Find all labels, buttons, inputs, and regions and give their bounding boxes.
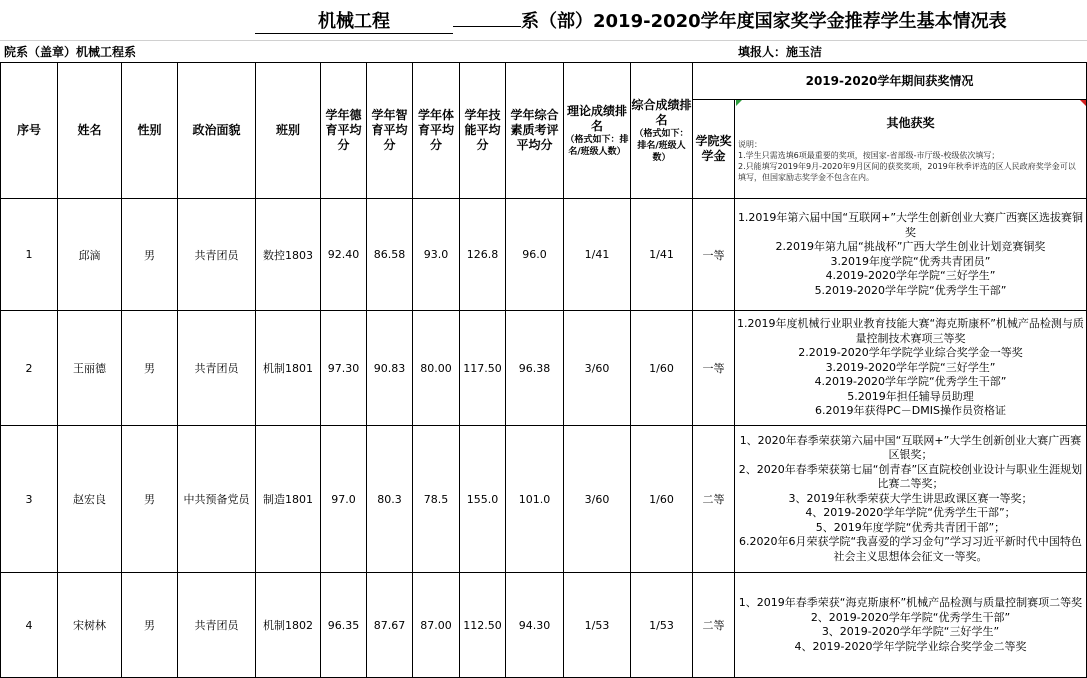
cell-intel: 90.83 <box>367 311 413 426</box>
award-item: 1、2020年春季荣获第六届中国“互联网+”大学生创新创业大赛广西赛区银奖； <box>739 433 1082 462</box>
filler-label: 填报人：施玉洁 <box>738 45 823 59</box>
cell-scholarship: 二等 <box>693 426 735 573</box>
scholarship-table <box>0 62 1087 678</box>
title-dept-fill: 机械工程 <box>255 11 453 34</box>
cell-politics: 共青团员 <box>178 311 256 426</box>
cell-scholarship: 一等 <box>693 199 735 311</box>
cell-name: 邱滴 <box>58 199 122 311</box>
cell-gender: 男 <box>122 426 178 573</box>
cell-physical: 80.00 <box>413 311 460 426</box>
header-theory-rank <box>564 63 631 199</box>
cell-overall-rank: 1/60 <box>631 311 693 426</box>
cell-moral: 92.40 <box>321 199 367 311</box>
cell-theory-rank: 3/60 <box>564 311 631 426</box>
award-item: 6.2020年6月荣获学院“我喜爱的学习金句”学习习近平新时代中国特色社会主义思想体会征文一等奖。 <box>739 535 1082 563</box>
header-name: 姓名 <box>58 63 122 199</box>
cell-skill: 126.8 <box>460 199 506 311</box>
cell-politics: 共青团员 <box>178 573 256 678</box>
award-item: 2、2019-2020学年学院“优秀学生干部” <box>810 610 1011 624</box>
award-item: 6.2019年获得PC－DMIS操作员资格证 <box>815 404 1006 418</box>
cell-skill: 112.50 <box>460 573 506 678</box>
award-item: 1.2019年度机械行业职业教育技能大赛“海克斯康杯”机械产品检测与质量控制技术赛项三等奖 <box>737 317 1084 345</box>
header-physical: 学年体育平均分 <box>413 63 460 199</box>
cell-scholarship: 二等 <box>693 573 735 678</box>
table-row <box>1 573 1087 678</box>
cell-class: 机制1801 <box>256 311 321 426</box>
cell-name: 王丽德 <box>58 311 122 426</box>
header-other-awards <box>735 100 1087 199</box>
table-row <box>1 199 1087 311</box>
cell-overall: 94.30 <box>506 573 564 678</box>
header-other-awards-label: 其他获奖 <box>886 115 935 130</box>
header-award-period: 2019-2020学年期间获奖情况 <box>693 63 1087 100</box>
cell-index: 4 <box>1 573 58 678</box>
header-overall-rank <box>631 63 693 199</box>
cell-index: 3 <box>1 426 58 573</box>
award-item: 2、2020年春季荣获第七届“创青春”区直院校创业设计与职业生涯规划比赛二等奖； <box>738 462 1083 491</box>
header-class: 班别 <box>256 63 321 199</box>
cell-moral: 96.35 <box>321 573 367 678</box>
cell-politics: 中共预备党员 <box>178 426 256 573</box>
cell-gender: 男 <box>122 199 178 311</box>
cell-awards <box>735 199 1087 311</box>
cell-class: 制造1801 <box>256 426 321 573</box>
cell-awards <box>735 426 1087 573</box>
award-item: 3、2019年秋季荣获大学生讲思政课区赛一等奖； <box>788 491 1033 505</box>
header-other-awards-note: 说明： 1.学生只需选填6项最重要的奖项，按国家-省部级-市厅级-校级依次填写； 2.只能填写2019年9月-2020年9月区间的获奖奖项，2019年秋季评选的区人民政府奖学金可以填写，但国家励志奖学金不包含在内。 <box>738 139 1076 182</box>
header-college-scholarship: 学院奖学金 <box>693 100 735 199</box>
cell-intel: 80.3 <box>367 426 413 573</box>
award-item: 1、2019年春季荣获“海克斯康杯”机械产品检测与质量控制赛项二等奖 <box>738 596 1083 609</box>
award-item: 4、2019-2020学年学院“优秀学生干部”； <box>805 506 1016 520</box>
cell-theory-rank: 1/53 <box>564 573 631 678</box>
title-blank <box>453 26 521 27</box>
header-overall-rank-label: 综合成绩排名 <box>631 97 692 127</box>
award-item: 1.2019年第六届中国“互联网+”大学生创新创业大赛广西赛区选拔赛铜奖 <box>737 211 1084 239</box>
table-row <box>1 311 1087 426</box>
title-row <box>0 0 1087 41</box>
header-moral: 学年德育平均分 <box>321 63 367 199</box>
cell-name: 赵宏良 <box>58 426 122 573</box>
award-item: 2.2019年第九届“挑战杯”广西大学生创业计划竞赛铜奖 <box>775 240 1046 253</box>
cell-intel: 87.67 <box>367 573 413 678</box>
header-theory-rank-note: （格式如下：排名/班级人数） <box>565 134 629 157</box>
cell-awards <box>735 311 1087 426</box>
header-intel: 学年智育平均分 <box>367 63 413 199</box>
cell-skill: 155.0 <box>460 426 506 573</box>
cell-index: 1 <box>1 199 58 311</box>
cell-theory-rank: 3/60 <box>564 426 631 573</box>
cell-physical: 93.0 <box>413 199 460 311</box>
cell-physical: 78.5 <box>413 426 460 573</box>
page-title <box>255 7 1007 34</box>
cell-class: 数控1803 <box>256 199 321 311</box>
award-item: 4、2019-2020学年学院学业综合奖学金二等奖 <box>794 639 1027 653</box>
cell-overall: 96.38 <box>506 311 564 426</box>
cell-skill: 117.50 <box>460 311 506 426</box>
header-overall-rank-note: （格式如下：排名/班级人数） <box>634 128 689 163</box>
award-item: 5、2019年度学院“优秀共青团干部”； <box>815 520 1006 534</box>
award-item: 3.2019-2020学年学院“三好学生” <box>825 360 996 374</box>
cell-scholarship: 一等 <box>693 311 735 426</box>
cell-theory-rank: 1/41 <box>564 199 631 311</box>
comment-indicator-green <box>736 100 742 106</box>
header-overall: 学年综合素质考评平均分 <box>506 63 564 199</box>
cell-moral: 97.30 <box>321 311 367 426</box>
award-item: 5.2019-2020学年学院“优秀学生干部” <box>814 283 1007 297</box>
cell-class: 机制1802 <box>256 573 321 678</box>
cell-moral: 97.0 <box>321 426 367 573</box>
comment-indicator-red <box>1080 100 1086 106</box>
cell-intel: 86.58 <box>367 199 413 311</box>
cell-overall: 101.0 <box>506 426 564 573</box>
cell-overall-rank: 1/60 <box>631 426 693 573</box>
cell-gender: 男 <box>122 311 178 426</box>
title-suffix: 系（部）2019-2020学年度国家奖学金推荐学生基本情况表 <box>521 11 1007 32</box>
cell-overall-rank: 1/41 <box>631 199 693 311</box>
cell-politics: 共青团员 <box>178 199 256 311</box>
cell-index: 2 <box>1 311 58 426</box>
award-item: 2.2019-2020学年学院学业综合奖学金一等奖 <box>798 346 1023 360</box>
cell-gender: 男 <box>122 573 178 678</box>
award-item: 3.2019年度学院“优秀共青团员” <box>830 254 991 268</box>
meta-row <box>0 40 1087 63</box>
award-item: 4.2019-2020学年学院“三好学生” <box>825 269 996 282</box>
award-item: 5.2019年担任辅导员助理 <box>847 389 974 403</box>
header-politics: 政治面貌 <box>178 63 256 199</box>
cell-awards <box>735 573 1087 678</box>
cell-overall: 96.0 <box>506 199 564 311</box>
cell-name: 宋树林 <box>58 573 122 678</box>
table-row <box>1 426 1087 573</box>
header-index: 序号 <box>1 63 58 199</box>
header-gender: 性别 <box>122 63 178 199</box>
award-item: 3、2019-2020学年学院“三好学生” <box>821 625 1000 638</box>
cell-physical: 87.00 <box>413 573 460 678</box>
header-skill: 学年技能平均分 <box>460 63 506 199</box>
award-item: 4.2019-2020学年学院“优秀学生干部” <box>814 375 1007 389</box>
department-label: 院系（盖章）机械工程系 <box>4 45 137 59</box>
header-theory-rank-label: 理论成绩排名 <box>566 103 627 133</box>
cell-overall-rank: 1/53 <box>631 573 693 678</box>
